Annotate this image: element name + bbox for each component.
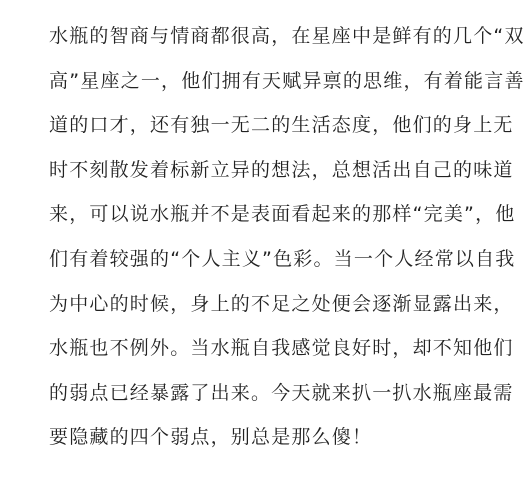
text-line: 道的口才，还有独一无二的生活态度，他们的身上无: [49, 114, 514, 137]
text-line: 来，可以说水瓶并不是表面看起来的那样“完美”，他: [49, 203, 516, 226]
text-line: 高”星座之一，他们拥有天赋异禀的思维，有着能言善: [49, 69, 525, 92]
text-line: 时不刻散发着标新立异的想法，总想活出自己的味道: [49, 158, 514, 181]
text-line: 要隐藏的四个弱点，别总是那么傻！: [49, 426, 373, 449]
article-body: [49, 14, 525, 460]
text-line: 们有着较强的“个人主义”色彩。当一个人经常以自我: [49, 247, 516, 270]
text-line: 的弱点已经暴露了出来。今天就来扒一扒水瓶座最需: [49, 381, 514, 404]
text-line: 水瓶的智商与情商都很高，在星座中是鲜有的几个“双: [49, 25, 525, 47]
text-line: 为中心的时候，身上的不足之处便会逐渐显露出来，: [49, 292, 514, 315]
text-line: 水瓶也不例外。当水瓶自我感觉良好时，却不知他们: [49, 337, 514, 360]
